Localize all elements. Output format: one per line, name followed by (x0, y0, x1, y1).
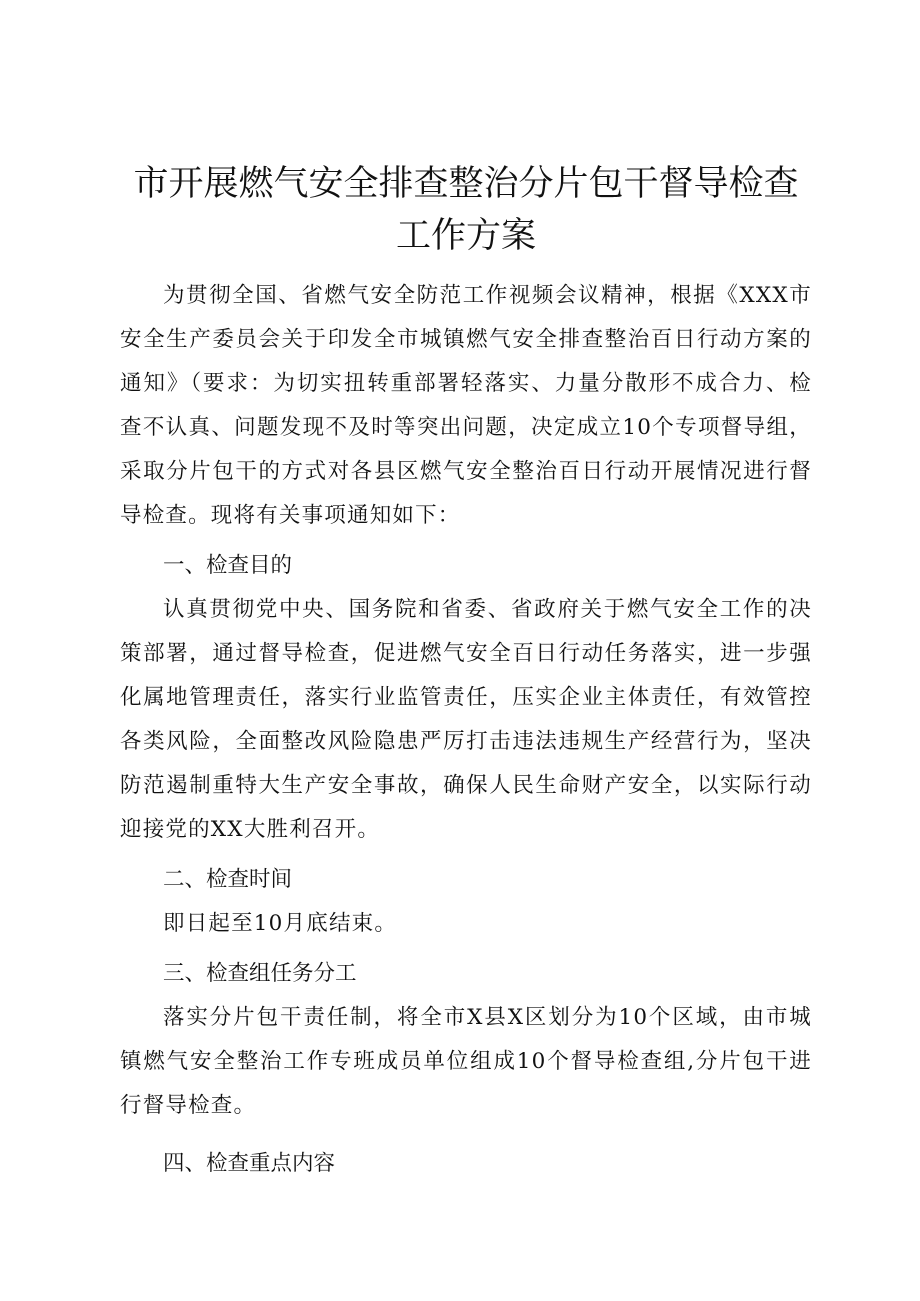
section-body-time: 即日起至10月底结束。 (163, 911, 398, 936)
document-title: 市开展燃气安全排查整治分片包干督导检查工作方案 (133, 164, 799, 256)
intro-paragraph: 为贯彻全国、省燃气安全防范工作视频会议精神，根据《XXX市安全生产委员会关于印发全市城镇燃气安全排查整治百日行动方案的通知》（要求：为切实扭转重部署轻落实、力量分散形不成合力、检查不认真、问题发现不及时等突出问题，决定成立10个专项督导组，采取分片包干的方式对各县区燃气安全整治百日行动开展情况进行督导检查。现将有关事项通知如下： (120, 283, 812, 528)
section-body-division: 落实分片包干责任制，将全市X县X区划分为10个区域，由市城镇燃气安全整治工作专班成员单位组成10个督导检查组,分片包干进行督导检查。 (120, 1005, 812, 1118)
section-heading-key-content: 四、检查重点内容 (163, 1151, 336, 1176)
section-heading-division: 三、检查组任务分工 (163, 961, 357, 986)
section-body-purpose: 认真贯彻党中央、国务院和省委、省政府关于燃气安全工作的决策部署，通过督导检查，促进燃气安全百日行动任务落实，进一步强化属地管理责任，落实行业监管责任，压实企业主体责任，有效管控各类风险，全面整改风险隐患严厉打击违法违规生产经营行为，坚决防范遏制重特大生产安全事故，确保人民生命财产安全，以实际行动迎接党的XX大胜利召开。 (120, 597, 812, 842)
section-heading-time: 二、检查时间 (163, 867, 293, 892)
section-heading-purpose: 一、检查目的 (163, 553, 293, 578)
